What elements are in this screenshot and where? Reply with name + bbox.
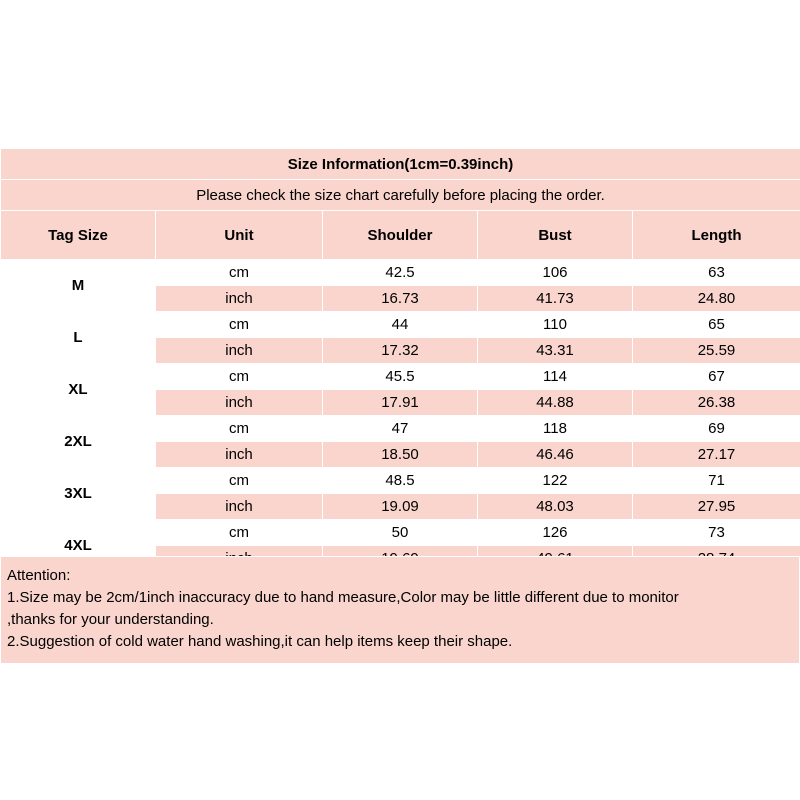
length-cell: 27.17 [633,442,800,468]
column-header-length: Length [633,211,800,260]
unit-cell: inch [156,338,323,364]
attention-heading: Attention: [7,567,71,584]
size-chart-table [0,148,800,572]
attention-line-3: 2.Suggestion of cold water hand washing,it can help items keep their shape. [7,633,513,650]
unit-cell: cm [156,312,323,338]
unit-cell: cm [156,364,323,390]
length-cell: 65 [633,312,800,338]
bust-cell: 41.73 [478,286,633,312]
length-cell: 25.59 [633,338,800,364]
shoulder-cell: 47 [323,416,478,442]
size-chart-table-wrapper [0,148,800,572]
tag-size-cell: L [1,312,156,364]
unit-cell: cm [156,260,323,286]
shoulder-cell: 17.91 [323,390,478,416]
table-row-header [1,211,800,260]
tag-size-cell: M [1,260,156,312]
bust-cell: 126 [478,520,633,546]
shoulder-cell: 18.50 [323,442,478,468]
shoulder-cell: 16.73 [323,286,478,312]
length-cell: 63 [633,260,800,286]
unit-cell: cm [156,520,323,546]
table-row [1,260,800,286]
column-header-shoulder: Shoulder [323,211,478,260]
unit-cell: cm [156,468,323,494]
table-row [1,520,800,546]
length-cell: 26.38 [633,390,800,416]
tag-size-cell: 4XL [1,520,156,572]
length-cell: 24.80 [633,286,800,312]
tag-size-cell: 3XL [1,468,156,520]
attention-note [0,556,800,664]
shoulder-cell: 45.5 [323,364,478,390]
table-row [1,364,800,390]
length-cell: 71 [633,468,800,494]
chart-title: Size Information(1cm=0.39inch) [1,149,800,180]
length-cell: 73 [633,520,800,546]
bust-cell: 46.46 [478,442,633,468]
attention-line-2: ,thanks for your understanding. [7,611,214,628]
shoulder-cell: 17.32 [323,338,478,364]
bust-cell: 44.88 [478,390,633,416]
column-header-bust: Bust [478,211,633,260]
chart-subtitle: Please check the size chart carefully before placing the order. [1,180,800,211]
bust-cell: 114 [478,364,633,390]
tag-size-cell: XL [1,364,156,416]
bust-cell: 43.31 [478,338,633,364]
shoulder-cell: 50 [323,520,478,546]
attention-line-1: 1.Size may be 2cm/1inch inaccuracy due to hand measure,Color may be little different due to monitor [7,589,679,606]
bust-cell: 106 [478,260,633,286]
shoulder-cell: 44 [323,312,478,338]
length-cell: 27.95 [633,494,800,520]
length-cell: 67 [633,364,800,390]
table-row-subtitle [1,180,800,211]
bust-cell: 122 [478,468,633,494]
length-cell: 69 [633,416,800,442]
bust-cell: 48.03 [478,494,633,520]
unit-cell: inch [156,286,323,312]
column-header-tag-size: Tag Size [1,211,156,260]
shoulder-cell: 19.09 [323,494,478,520]
table-row [1,312,800,338]
table-row-title [1,149,800,180]
column-header-unit: Unit [156,211,323,260]
unit-cell: inch [156,390,323,416]
shoulder-cell: 48.5 [323,468,478,494]
bust-cell: 118 [478,416,633,442]
unit-cell: inch [156,442,323,468]
table-row [1,468,800,494]
bust-cell: 110 [478,312,633,338]
unit-cell: cm [156,416,323,442]
table-row [1,416,800,442]
tag-size-cell: 2XL [1,416,156,468]
shoulder-cell: 42.5 [323,260,478,286]
unit-cell: inch [156,494,323,520]
